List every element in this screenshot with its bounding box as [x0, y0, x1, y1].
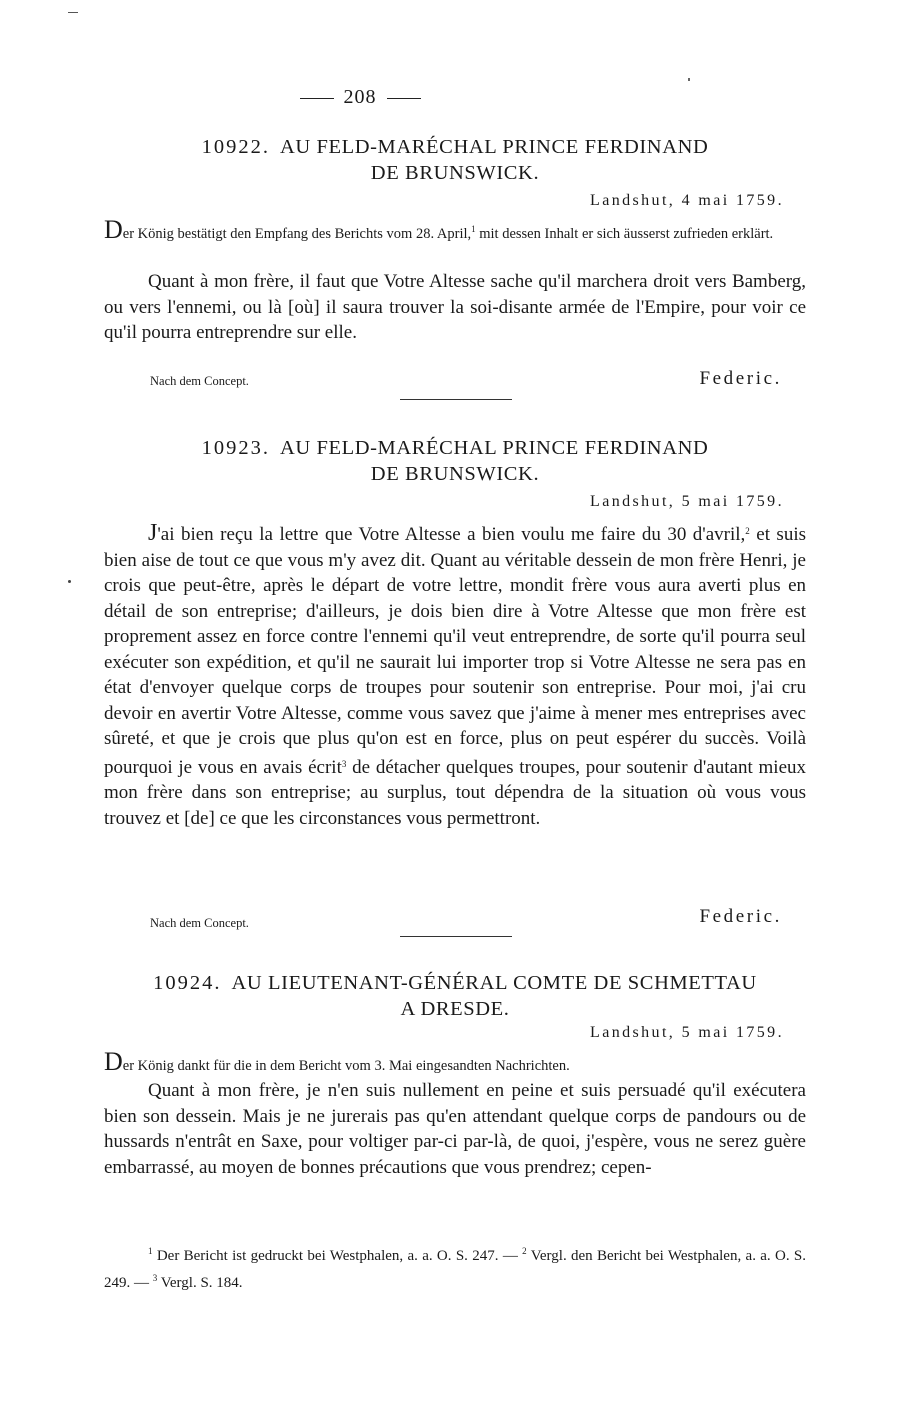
drop-initial: D	[104, 215, 123, 244]
summary-text: er König dankt für die in dem Bericht vom 3. Mai eingesandten Nachrichten.	[122, 1058, 570, 1074]
page-number	[280, 86, 440, 109]
german-summary	[104, 1047, 806, 1076]
footnote-mark: 1	[148, 1246, 153, 1256]
section-rule	[400, 936, 512, 937]
entry-recipient: AU LIEUTENANT-GÉNÉRAL COMTE DE SCHMETTAU	[231, 972, 757, 994]
page-number-dash	[387, 98, 421, 99]
ink-speck	[688, 78, 690, 81]
source-note: Nach dem Concept.	[150, 374, 249, 388]
footnote-text: Vergl. den Bericht bei Westphalen, a. a. O. S. 249. —	[104, 1248, 807, 1291]
footnote-mark: 3	[152, 1273, 158, 1283]
drop-initial: J	[148, 520, 158, 546]
page-number-dash	[300, 98, 334, 99]
entry-title	[104, 970, 806, 1022]
signature: Federic.	[699, 368, 782, 389]
entry-number: 10922.	[201, 136, 270, 158]
drop-initial: D	[104, 1047, 123, 1076]
ink-speck	[68, 580, 71, 583]
dateline: Landshut, 5 mai 1759.	[590, 1024, 784, 1041]
dateline: Landshut, 5 mai 1759.	[590, 493, 784, 510]
german-summary	[104, 215, 806, 244]
footnote-ref: 1	[471, 224, 476, 234]
footnote-text: Der Bericht ist gedruckt bei Westphalen, a. a. O. S. 247. —	[152, 1248, 523, 1264]
entry-title	[104, 134, 806, 186]
entry-title-line1	[104, 134, 806, 160]
entry-recipient: AU FELD-MARÉCHAL PRINCE FERDINAND	[279, 136, 709, 158]
summary-text: er König bestätigt den Empfang des Berichts vom 28. April,	[122, 226, 472, 242]
entry-number: 10924.	[153, 972, 222, 994]
signature: Federic.	[699, 906, 782, 927]
entry-title-line2: A DRESDE.	[400, 998, 510, 1020]
section-rule	[400, 399, 512, 400]
footnote-ref: 2	[745, 526, 750, 536]
entry-title-line1	[104, 970, 806, 996]
footnote-ref: 3	[341, 758, 347, 769]
page-number-text: 208	[343, 86, 377, 108]
footnote-text: Vergl. S. 184.	[157, 1275, 243, 1291]
body-text: et suis bien aise de tout ce que vous m'y avez dit. Quant au véritable dessein de mon frère Henri, je crois que peut-être, après le départ de votre lettre, mondit frère vous aura averti plus en détail de son entreprise; d'ailleurs, je dois bien dire à Votre Altesse que mon frère est proprement assez en force contre l'ennemi qu'il veut entreprendre, de sorte qu'il pourra seul exécuter son expédition, et qu'il ne saurait lui importer trop si Votre Altesse ne sera pas en état d'envoyer quelque corps de troupes pour soutenir son entreprise. Pour moi, j'ai cru devoir en avertir Votre Altesse, comme vous savez que j'aime à mener mes entreprises avec sûreté, et que je crois que plus qu'on est en force, plus on peut espérer du succès. Voilà pourquoi je vous en avais écrit	[104, 524, 807, 778]
body-text: de détacher quelques troupes, pour soutenir d'autant mieux mon frère dans son entreprise; au surplus, tout dépendra de la situation où vous vous trouvez et [de] ce que les circonstances vous permettront.	[104, 756, 806, 829]
entry-title-line2: DE BRUNSWICK.	[370, 162, 540, 184]
letter-body: Quant à mon frère, il faut que Votre Altesse sache qu'il marchera droit vers Bamberg, ou vers l'ennemi, ou là [où] il saura trouver la soi-disante armée de l'Empire, pour voir ce qu'il pourra entreprendre sur elle.	[104, 271, 806, 343]
dateline: Landshut, 4 mai 1759.	[590, 192, 784, 209]
letter-body	[104, 519, 806, 831]
footnote-mark: 2	[522, 1246, 527, 1256]
entry-title-line1	[104, 435, 806, 461]
letter-body: Quant à mon frère, je n'en suis nullement en peine et suis persuadé qu'il exécutera bien son dessein. Mais je ne jurerais pas qu'en attendant quelque corps de pandours ou de hussards n'entrât en Saxe, pour voltiger par-ci par-là, de quoi, j'espère, vous ne serez guère embarrassé, au moyen de bonnes précautions que vous prendrez; cepen-	[104, 1080, 806, 1178]
body-text: 'ai bien reçu la lettre que Votre Altesse a bien voulu me faire du 30 d'avril,	[157, 524, 746, 545]
entry-title	[104, 435, 806, 487]
footnotes	[104, 1240, 806, 1294]
entry-title-line2: DE BRUNSWICK.	[370, 463, 540, 485]
source-note: Nach dem Concept.	[150, 916, 249, 930]
entry-number: 10923.	[201, 437, 270, 459]
edge-mark	[68, 12, 78, 13]
summary-text: mit dessen Inhalt er sich äusserst zufrieden erklärt.	[475, 226, 774, 242]
entry-recipient: AU FELD-MARÉCHAL PRINCE FERDINAND	[279, 437, 709, 459]
